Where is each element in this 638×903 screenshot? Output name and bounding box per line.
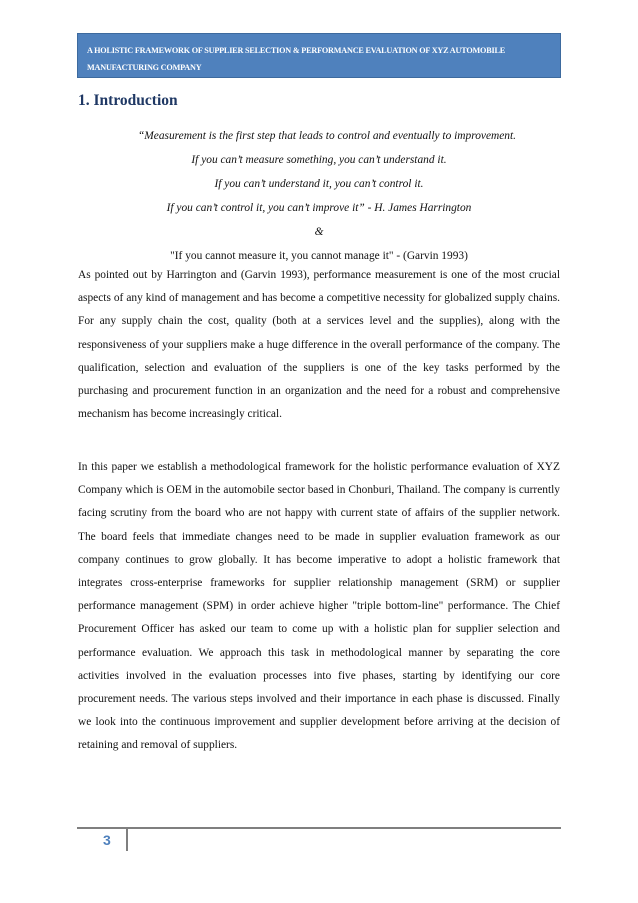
page-number: 3 — [103, 832, 111, 848]
body-paragraph: As pointed out by Harrington and (Garvin 1993), performance measurement is one of the most crucial aspects of any kind of management and has become a competitive necessity for globalized supply chains. For any supply chain the cost, quality (both at a services level and the supplies), along with the responsiveness of your suppliers make a huge difference in the overall performance of the company. The qualification, selection and evaluation of the suppliers is one of the key tasks performed by the purchasing and procurement function in an organization and the need for a robust and comprehensive mechanism has become increasingly critical. — [78, 269, 560, 421]
epigraph-quote — [78, 124, 560, 268]
body-paragraph: In this paper we establish a methodological framework for the holistic performance evaluation of XYZ Company which is OEM in the automobile sector based in Chonburi, Thailand. The company is currently facing scrutiny from the board who are not happy with current state of affairs of the supplier network. The board feels that immediate changes need to be made in supplier evaluation framework as our company continues to grow globally. It has become imperative to adopt a holistic framework that integrates cross-enterprise frameworks for supplier relationship management (SRM) or supplier performance management (SPM) in order achieve higher "triple bottom-line" performance. The Chief Procurement Officer has asked our team to come up with a holistic plan for supplier selection and performance evaluation. We approach this task in methodological manner by separating the core activities involved in the evaluation processes into five phases, starting by identifying our core procurement needs. The various steps involved and their importance in each phase is discussed. Finally we look into the continuous improvement and supplier development before arriving at the decision of retaining and removal of suppliers. — [78, 461, 560, 752]
section-heading: 1. Introduction — [78, 92, 178, 109]
quote-line: If you can’t control it, you can’t improve it” - H. James Harrington — [166, 202, 472, 214]
footer-rule — [77, 827, 561, 829]
quote-line: "If you cannot measure it, you cannot manage it" - (Garvin 1993) — [170, 250, 468, 262]
page-number-divider — [126, 829, 128, 851]
running-header — [77, 33, 561, 78]
quote-line: If you can’t understand it, you can’t control it. — [214, 178, 424, 190]
quote-line: “Measurement is the first step that leads to control and eventually to improvement. — [137, 130, 517, 142]
running-header-title: A HOLISTIC FRAMEWORK OF SUPPLIER SELECTION & PERFORMANCE EVALUATION OF XYZ AUTOMOBILE MANUFACTURING COMPANY — [87, 46, 505, 72]
quote-ampersand: & — [314, 226, 324, 238]
quote-line: If you can’t measure something, you can’t understand it. — [191, 154, 447, 166]
